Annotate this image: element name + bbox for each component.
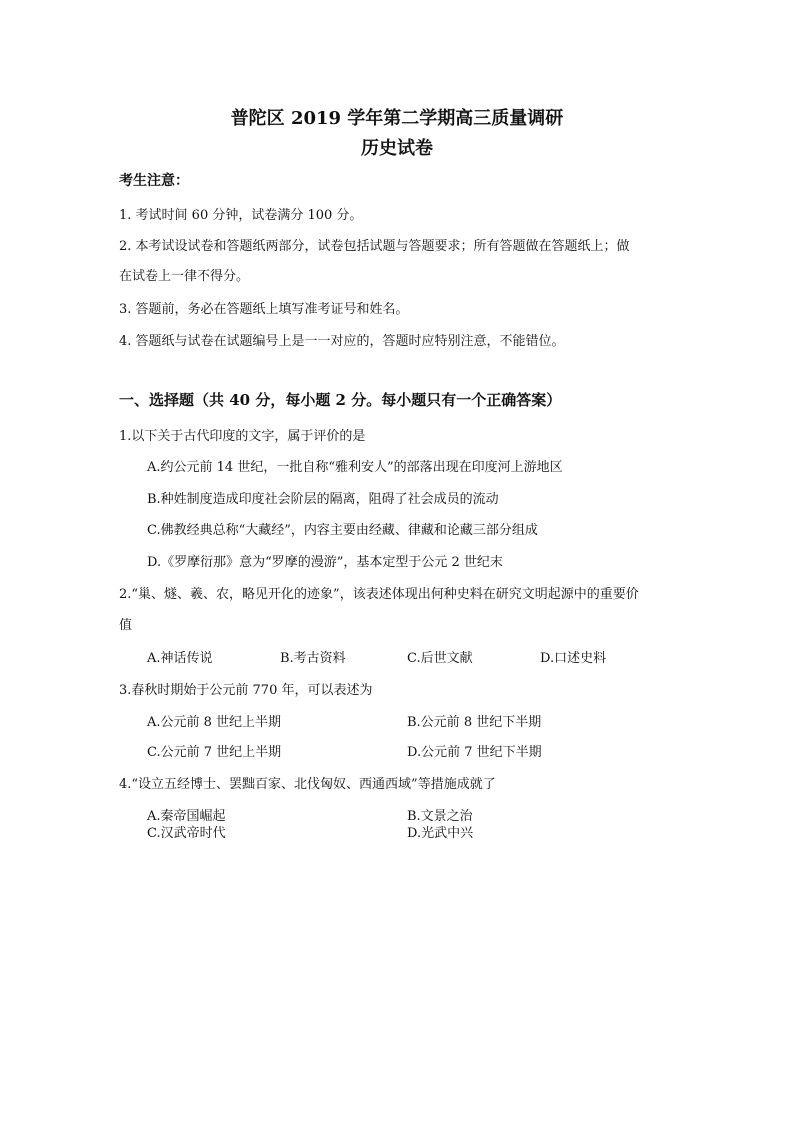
question-3-stem: 3.春秋时期始于公元前 770 年，可以表述为 — [119, 683, 373, 698]
question-2-option-c: C.后世文献 — [407, 651, 473, 666]
notice-item-3: 3. 答题前，务必在答题纸上填写准考证号和姓名。 — [119, 302, 409, 317]
question-3-option-d: D.公元前 7 世纪下半期 — [407, 745, 542, 760]
question-1-option-a: A.约公元前 14 世纪，一批自称“雅利安人”的部落出现在印度河上游地区 — [147, 460, 563, 475]
question-2-stem-cont: 值 — [119, 618, 133, 633]
exam-subtitle: 历史试卷 — [361, 138, 433, 159]
exam-title: 普陀区 2019 学年第二学期高三质量调研 — [230, 108, 564, 129]
notice-item-4: 4. 答题纸与试卷在试题编号上是一一对应的，答题时应特别注意，不能错位。 — [119, 334, 565, 349]
section-heading: 一、选择题（共 40 分，每小题 2 分。每小题只有一个正确答案） — [119, 391, 562, 409]
question-1-option-d: D.《罗摩衍那》意为“罗摩的漫游”，基本定型于公元 2 世纪末 — [147, 555, 503, 570]
notice-heading: 考生注意： — [119, 173, 189, 189]
notice-item-2: 2. 本考试设试卷和答题纸两部分，试卷包括试题与答题要求；所有答题做在答题纸上；做 — [119, 239, 630, 254]
question-2-option-b: B.考古资料 — [280, 651, 346, 666]
question-1-option-b: B.种姓制度造成印度社会阶层的隔离，阻碍了社会成员的流动 — [147, 492, 499, 507]
question-4-option-d: D.光武中兴 — [407, 826, 474, 841]
question-2-option-a: A.神话传说 — [147, 651, 213, 666]
question-1-option-c: C.佛教经典总称“大藏经”，内容主要由经藏、律藏和论藏三部分组成 — [147, 523, 538, 538]
question-2-stem: 2.“巢、燧、羲、农，略见开化的迹象”，该表述体现出何种史料在研究文明起源中的重要价 — [119, 587, 639, 602]
question-3-option-c: C.公元前 7 世纪上半期 — [147, 745, 282, 760]
question-4-stem: 4.“设立五经博士、罢黜百家、北伐匈奴、西通西域”等措施成就了 — [119, 777, 496, 792]
question-4-option-b: B.文景之治 — [407, 809, 473, 824]
question-1-stem: 1.以下关于古代印度的文字，属于评价的是 — [119, 429, 366, 444]
question-2-option-d: D.口述史料 — [540, 651, 607, 666]
question-4-option-c: C.汉武帝时代 — [147, 826, 226, 841]
question-3-option-b: B.公元前 8 世纪下半期 — [407, 715, 542, 730]
notice-item-1: 1. 考试时间 60 分钟，试卷满分 100 分。 — [119, 208, 363, 223]
question-4-option-a: A.秦帝国崛起 — [147, 809, 226, 824]
question-3-option-a: A.公元前 8 世纪上半期 — [147, 715, 282, 730]
notice-item-2-cont: 在试卷上一律不得分。 — [119, 269, 250, 284]
